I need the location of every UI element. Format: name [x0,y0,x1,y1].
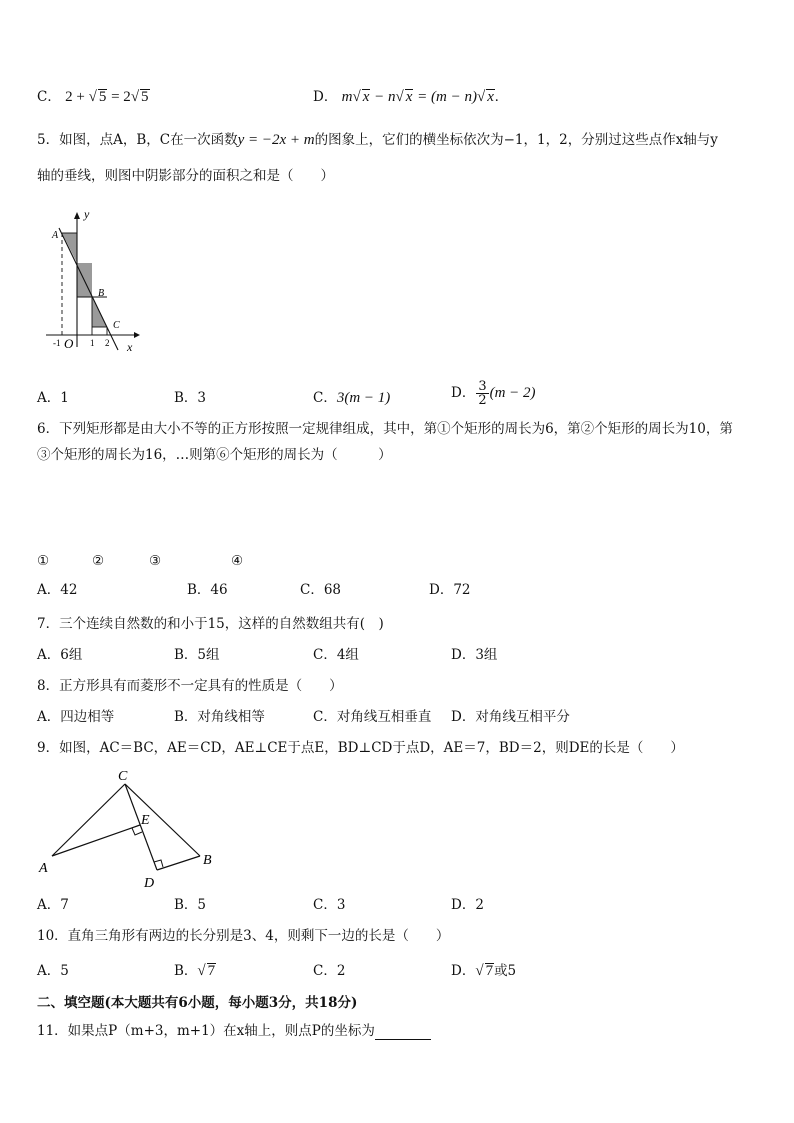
option-label: D． [451,385,476,401]
fraction-numerator: 3 [478,379,487,394]
y-axis-arrow-icon [74,212,80,219]
x-label: x [127,340,133,354]
option-value: 四边相等 [60,709,115,725]
q6-figure-label-1: ① [37,553,50,569]
option-value: 对角线互相垂直 [336,709,432,725]
q6-option-c[interactable] [300,581,341,599]
option-value: 5组 [197,647,220,663]
fraction [476,380,488,407]
point-a-label: A [39,861,48,876]
q9-figure [36,766,226,890]
option-label: C． [313,390,337,406]
option-value: 72 [453,582,471,598]
radicand: 5 [98,89,107,105]
q5-text: 的图象上，它们的横坐标依次为−1，1，2，分别过这些点作x轴与y [314,132,718,148]
q8-question: 8．正方形具有而菱形不一定具有的性质是（ ） [37,678,343,694]
option-value: 46 [210,582,228,598]
point-b-label: B [203,853,212,868]
option-value: 1 [60,390,69,406]
q10-option-c[interactable] [313,962,345,980]
q9-option-d[interactable] [451,896,484,914]
option-value: 68 [323,582,342,598]
radicand: x [362,89,370,105]
q9-question: 9．如图，AC＝BC，AE＝CD，AE⊥CE于点E，BD⊥CD于点D，AE＝7，BD＝2，则DE的长是（ ） [37,740,684,756]
expr-part: = 2 [107,89,131,105]
q6-option-d[interactable] [429,581,471,599]
option-value: 7 [60,897,69,913]
option-value: 对角线互相平分 [475,709,570,725]
q10-option-a[interactable] [37,962,69,980]
option-label: B． [187,582,211,598]
q5-question-line1 [37,131,718,149]
expr-part: − n [370,89,396,105]
option-label: C． [313,963,337,979]
option-value: 3 [197,390,207,406]
option-value: 6组 [60,647,83,663]
q5-option-c[interactable] [313,389,390,407]
option-label: B． [174,647,198,663]
q8-option-d[interactable] [451,708,570,726]
right-angle-mark-e [132,828,142,835]
radicand: 7 [485,963,494,979]
option-value: 3组 [475,647,498,663]
option-value: 5 [60,963,69,979]
section-title: 二、填空题(本大题共有6小题，每小题3分，共18分) [37,995,358,1011]
option-label: C． [313,897,337,913]
q10-question: 10．直角三角形有两边的长分别是3、4，则剩下一边的长是（ ） [37,928,450,944]
q9-option-c[interactable] [313,896,345,914]
q6-option-b[interactable] [187,581,228,599]
q5-option-d[interactable] [451,380,536,407]
option-value: 2 [475,897,484,913]
option-label: B． [174,709,198,725]
expr-part: m [341,89,353,105]
q4-option-c[interactable] [37,88,150,106]
q6-question-line1: 6．下列矩形都是由大小不等的正方形按照一定规律组成，其中，第①个矩形的周长为6，第②个矩形的周长为10，第 [37,421,733,437]
radicand: 7 [207,963,216,979]
option-label: B． [174,897,198,913]
option-label: A． [37,390,61,406]
radicand: x [405,89,413,105]
option-value: 3 [336,897,346,913]
x-axis-arrow-icon [134,332,140,338]
origin-label: O [64,336,74,351]
q8-option-a[interactable] [37,708,114,726]
radicand: x [487,89,494,105]
point-d-label: D [144,876,155,890]
q5-option-a[interactable] [37,389,69,407]
function-line [59,228,118,350]
option-value: 对角线相等 [197,709,265,725]
q9-option-a[interactable] [37,896,69,914]
option-label: B． [174,390,198,406]
expr-part: = (m − n) [413,89,477,105]
option-label: D． [429,582,454,598]
q11-question [37,1022,431,1040]
option-label: A． [37,897,61,913]
q6-option-a[interactable] [37,581,77,599]
point-e-label: E [141,813,150,828]
q11-text: 11．如果点P（m+3，m+1）在x轴上，则点P的坐标为 [37,1023,375,1039]
expr-part: . [494,89,499,105]
option-value: 2 [336,963,346,979]
q6-question-line2: ③个矩形的周长为16，…则第⑥个矩形的周长为（ ） [37,447,392,463]
point-c-label: C [113,320,120,331]
segment-cb [125,784,200,856]
q7-option-b[interactable] [174,646,220,664]
option-label: A． [37,963,61,979]
expr-part: 2 + [65,89,89,105]
point-c-label: C [118,769,128,784]
q8-option-c[interactable] [313,708,431,726]
option-value: 42 [60,582,78,598]
option-label: D． [451,897,476,913]
option-value: 3(m − 1) [336,390,391,406]
q5-figure [38,204,143,356]
radicand: 5 [141,89,149,105]
option-label: B． [174,963,198,979]
q4-option-d-expr: m√ x − n√ x = (m − n)√ x. [341,89,499,105]
option-value: 4组 [336,647,359,663]
q5-question-line2: 轴的垂线，则图中阴影部分的面积之和是（ ） [37,168,334,184]
q8-option-b[interactable] [174,708,265,726]
option-value: √ 7 [197,963,216,979]
q6-figure-label-4: ④ [231,553,244,569]
option-value: √ 7 [475,963,494,979]
q5-function: y = −2x + m [237,132,315,148]
segment-ac [52,784,125,856]
option-label: D． [451,647,476,663]
q10-option-d[interactable] [451,962,516,980]
option-value: (m − 2) [489,385,536,401]
point-b-label: B [98,288,105,299]
q4-option-c-expr: 2 + √ 5 = 2√ 5 [65,89,149,105]
option-label: D． [451,709,476,725]
tick-neg1-label: -1 [53,338,61,348]
q5-option-b[interactable] [174,389,206,407]
q7-question: 7．三个连续自然数的和小于15，这样的自然数组共有( ) [37,616,384,632]
q5-text: 5．如图，点A，B，C在一次函数 [37,132,238,148]
option-label: C． [313,647,337,663]
fraction-denominator: 2 [478,393,487,408]
option-label: D． [451,963,476,979]
segment-bd [157,856,200,870]
tick-2-label: 2 [105,338,110,348]
answer-blank[interactable] [375,1025,431,1040]
segment-ae [52,825,140,856]
point-a-label: A [52,230,59,241]
q9-option-b[interactable] [174,896,206,914]
option-label: D． [313,89,338,105]
shaded-triangle-a [62,233,77,263]
q7-option-c[interactable] [313,646,359,664]
option-label: C． [37,89,61,105]
y-label: y [84,207,90,221]
q4-option-d[interactable] [313,88,499,106]
tick-1-label: 1 [90,338,95,348]
q10-option-b[interactable] [174,962,216,980]
option-value-suffix: 或5 [494,963,517,979]
option-value: 5 [197,897,207,913]
option-label: A． [37,582,61,598]
q7-option-d[interactable] [451,646,497,664]
q6-figure-label-2: ② [92,553,105,569]
option-label: A． [37,647,61,663]
q6-figure-label-3: ③ [149,553,162,569]
option-label: A． [37,709,61,725]
option-label: C． [300,582,324,598]
q7-option-a[interactable] [37,646,82,664]
option-label: C． [313,709,337,725]
